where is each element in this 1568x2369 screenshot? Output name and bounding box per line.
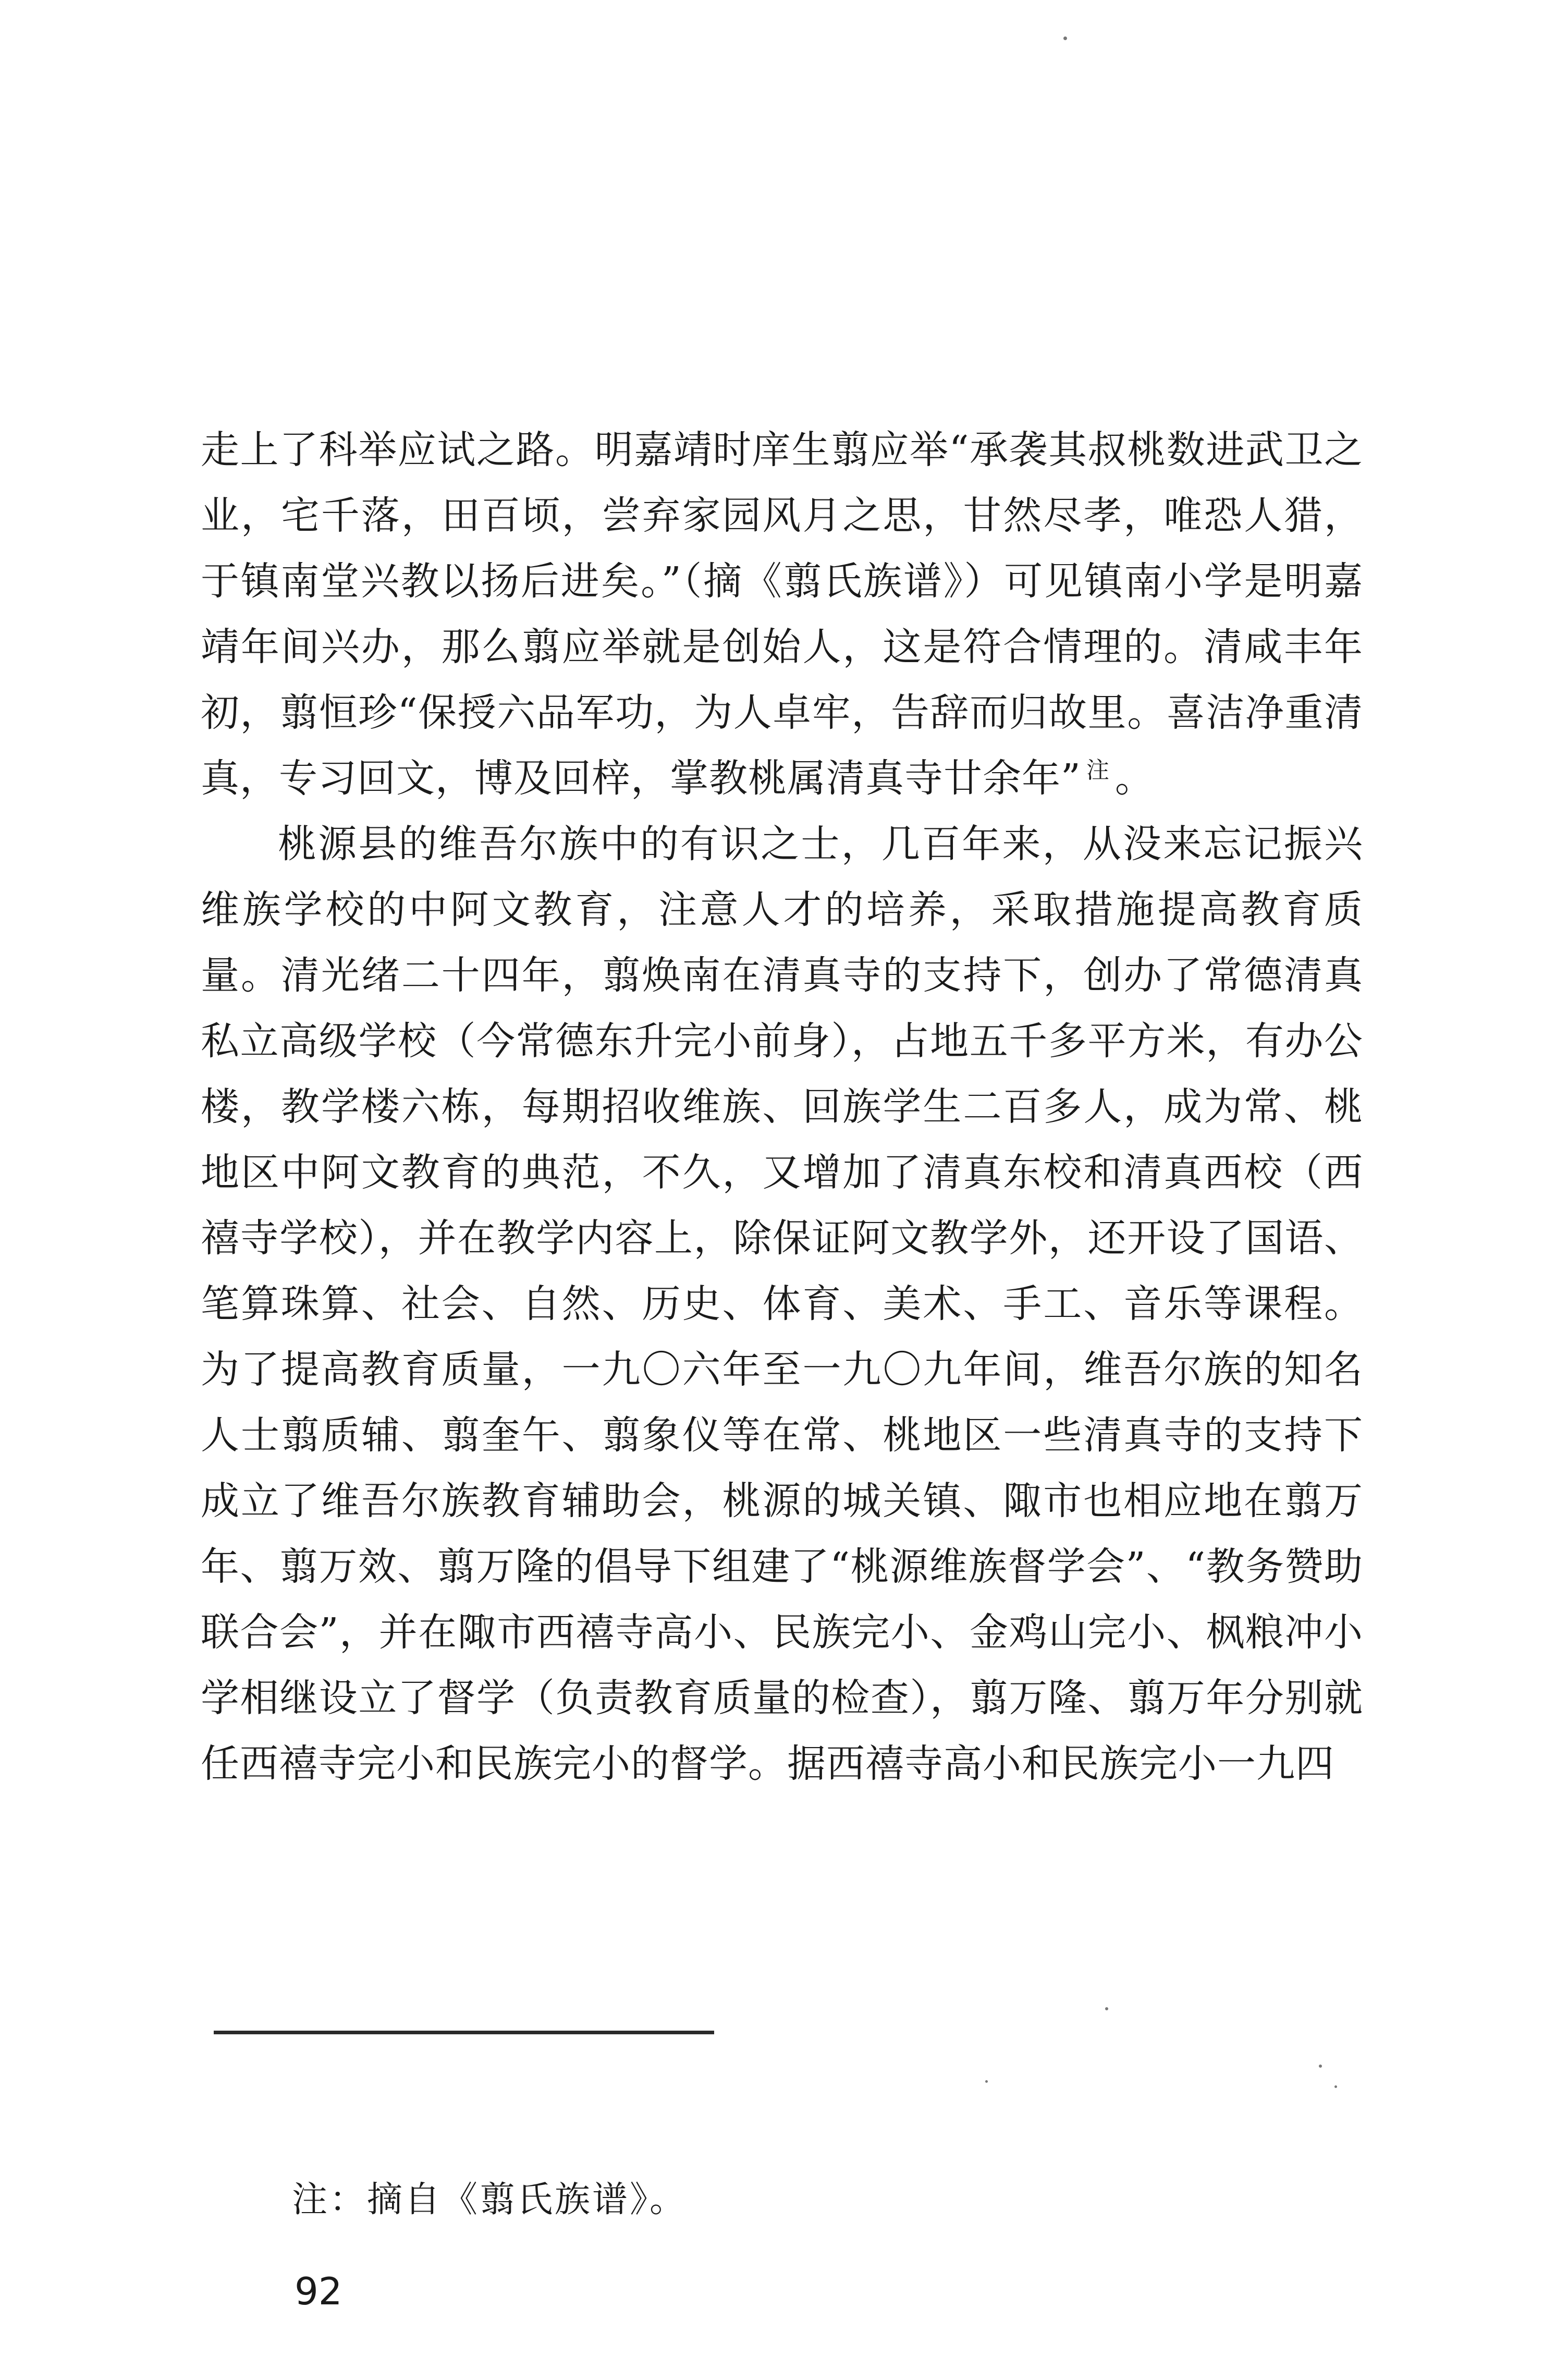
page-number: 92 — [295, 2269, 342, 2313]
print-speck — [1105, 2007, 1108, 2010]
paragraph-1-text: 走上了科举应试之路。明嘉靖时庠生翦应举“承袭其叔桃数进武卫之业，宅千落，田百顷，尝弃家园风月之思，甘然尽孝，唯恐人猎，于镇南堂兴教以扬后进矣。”（摘《翦氏族谱》）可见镇南小学是明嘉靖年间兴办，那么翦应举就是创始人，这是符合情理的。清咸丰年初，翦恒珍“保授六品军功，为人卓牢，告辞而归故里。喜洁净重清真，专习回文，博及回梓，掌教桃属清真寺廿余年” — [201, 428, 1363, 801]
print-speck — [1319, 2065, 1322, 2068]
print-speck — [1334, 2085, 1337, 2088]
footnote-separator — [214, 2031, 714, 2034]
paragraph-2 — [201, 811, 1363, 1797]
paragraph-1 — [201, 417, 1363, 811]
print-speck — [1063, 36, 1067, 40]
body-text — [201, 417, 1363, 1797]
footnote: 注：摘自《翦氏族谱》。 — [292, 2179, 688, 2220]
paragraph-2-text: 桃源县的维吾尔族中的有识之士，几百年来，从没来忘记振兴维族学校的中阿文教育，注意人才的培养，采取措施提高教育质量。清光绪二十四年，翦焕南在清真寺的支持下，创办了常德清真私立高级学校（今常德东升完小前身），占地五千多平方米，有办公楼，教学楼六栋，每期招收维族、回族学生二百多人，成为常、桃地区中阿文教育的典范，不久，又增加了清真东校和清真西校（西禧寺学校），并在教学内容上，除保证阿文教学外，还开设了国语、笔算珠算、社会、自然、历史、体育、美术、手工、音乐等课程。为了提高教育质量，一九〇六年至一九〇九年间，维吾尔族的知名人士翦质辅、翦奎午、翦象仪等在常、桃地区一些清真寺的支持下成立了维吾尔族教育辅助会，桃源的城关镇、陬市也相应地在翦万年、翦万效、翦万隆的倡导下组建了“桃源维族督学会”、“教务赞助联合会”，并在陬市西禧寺高小、民族完小、金鸡山完小、枫粮冲小学相继设立了督学（负责教育质量的检查），翦万隆、翦万年分别就任西禧寺完小和民族完小的督学。据西禧寺高小和民族完小一九四 — [201, 822, 1363, 1786]
paragraph-1-tail: 。 — [1114, 756, 1154, 801]
print-speck — [985, 2080, 988, 2083]
footnote-reference-mark: 注 — [1086, 757, 1110, 784]
